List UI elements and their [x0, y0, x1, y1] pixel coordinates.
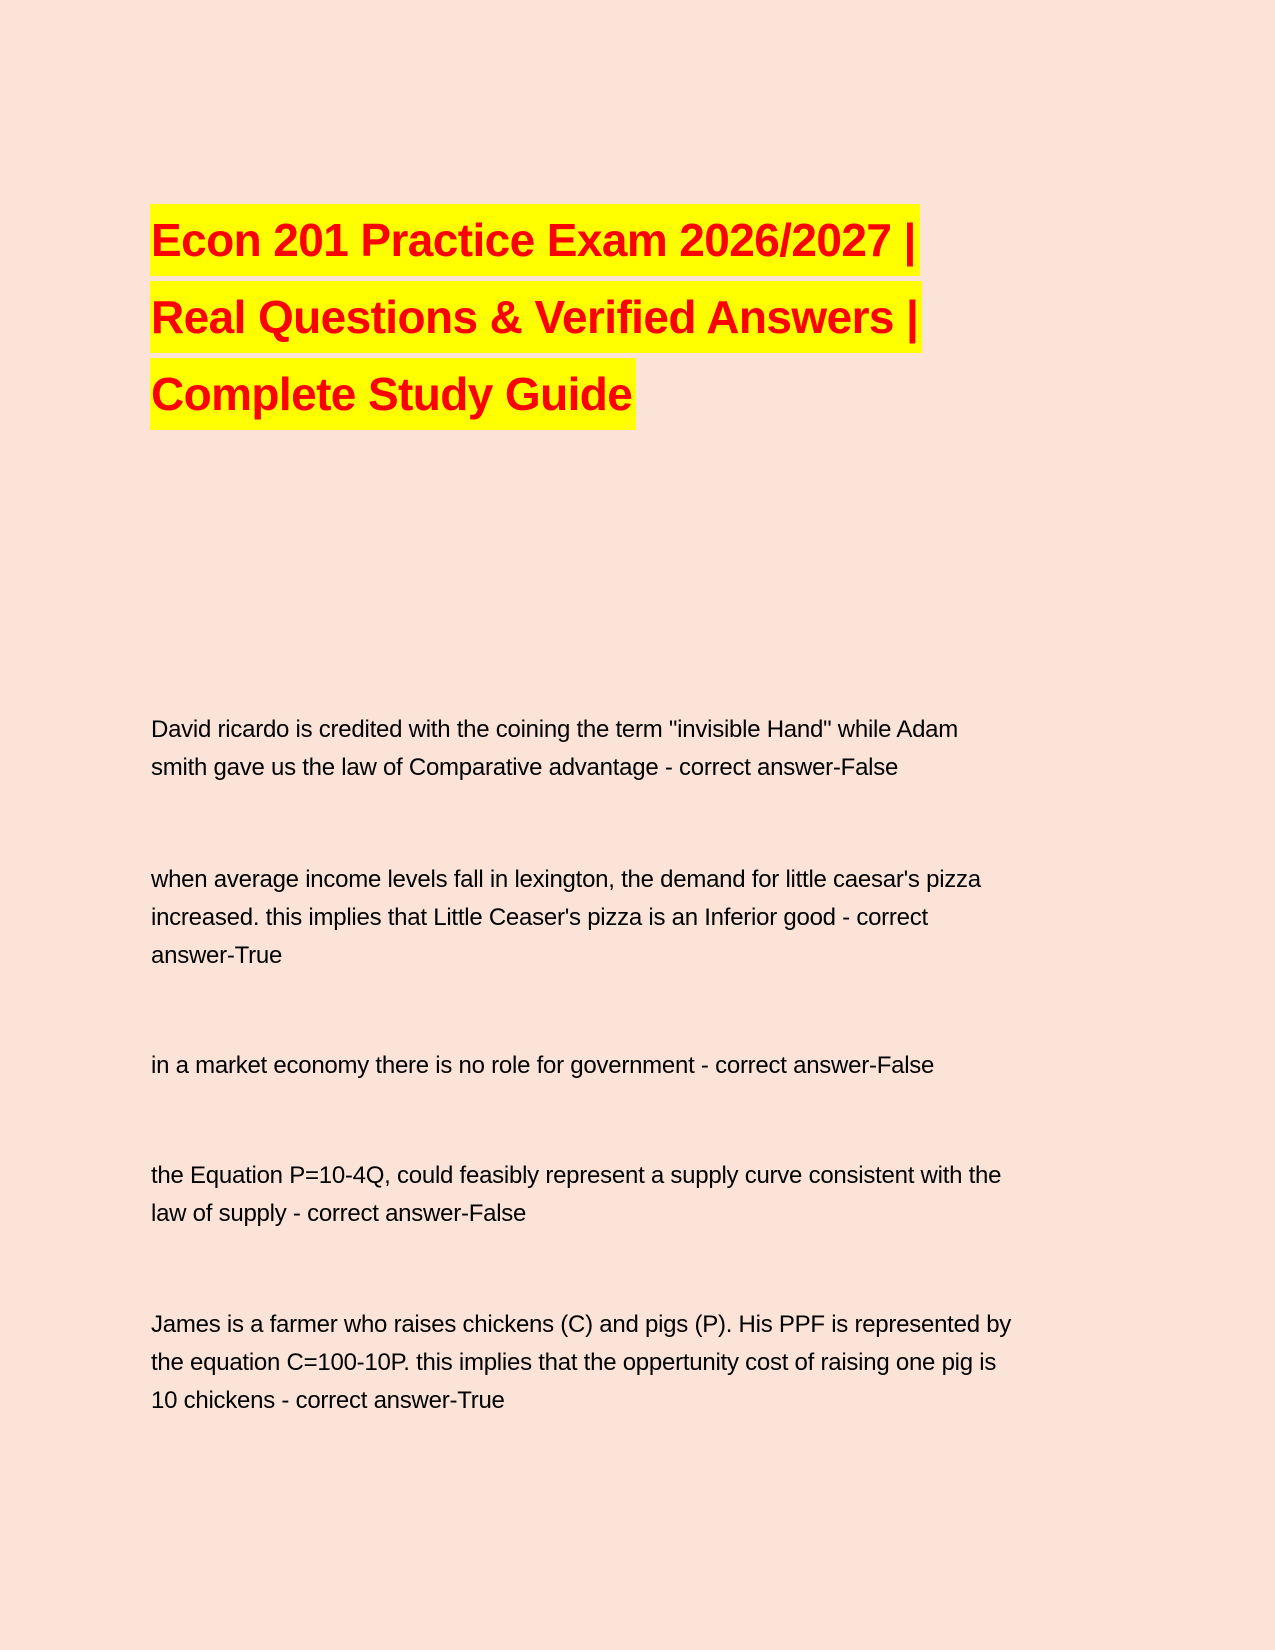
qa-line: law of supply - correct answer-False	[151, 1200, 527, 1227]
qa-item	[151, 1306, 1151, 1420]
title-line-text: Complete Study Guide	[150, 358, 636, 430]
document-title	[150, 204, 1110, 435]
qa-line: increased. this implies that Little Ceaser's pizza is an Inferior good - correct	[151, 904, 928, 931]
title-line	[150, 281, 1110, 358]
qa-item	[151, 1047, 1151, 1085]
title-line-text: Econ 201 Practice Exam 2026/2027 |	[150, 204, 920, 276]
qa-line: in a market economy there is no role for government - correct answer-False	[151, 1052, 935, 1079]
qa-line: the Equation P=10-4Q, could feasibly represent a supply curve consistent with the	[151, 1162, 1002, 1189]
title-line	[150, 358, 1110, 435]
qa-line: the equation C=100-10P. this implies that the oppertunity cost of raising one pig is	[151, 1349, 997, 1376]
title-line	[150, 204, 1110, 281]
qa-item	[151, 711, 1151, 787]
qa-line: 10 chickens - correct answer-True	[151, 1387, 505, 1414]
qa-line: answer-True	[151, 942, 283, 969]
qa-item	[151, 861, 1151, 975]
qa-item	[151, 1157, 1151, 1233]
qa-line: James is a farmer who raises chickens (C) and pigs (P). His PPF is represented by	[151, 1311, 1012, 1338]
qa-line: David ricardo is credited with the coining the term "invisible Hand" while Adam	[151, 716, 959, 743]
qa-line: smith gave us the law of Comparative advantage - correct answer-False	[151, 754, 899, 781]
title-line-text: Real Questions & Verified Answers |	[150, 281, 922, 353]
qa-line: when average income levels fall in lexington, the demand for little caesar's pizza	[151, 866, 981, 893]
